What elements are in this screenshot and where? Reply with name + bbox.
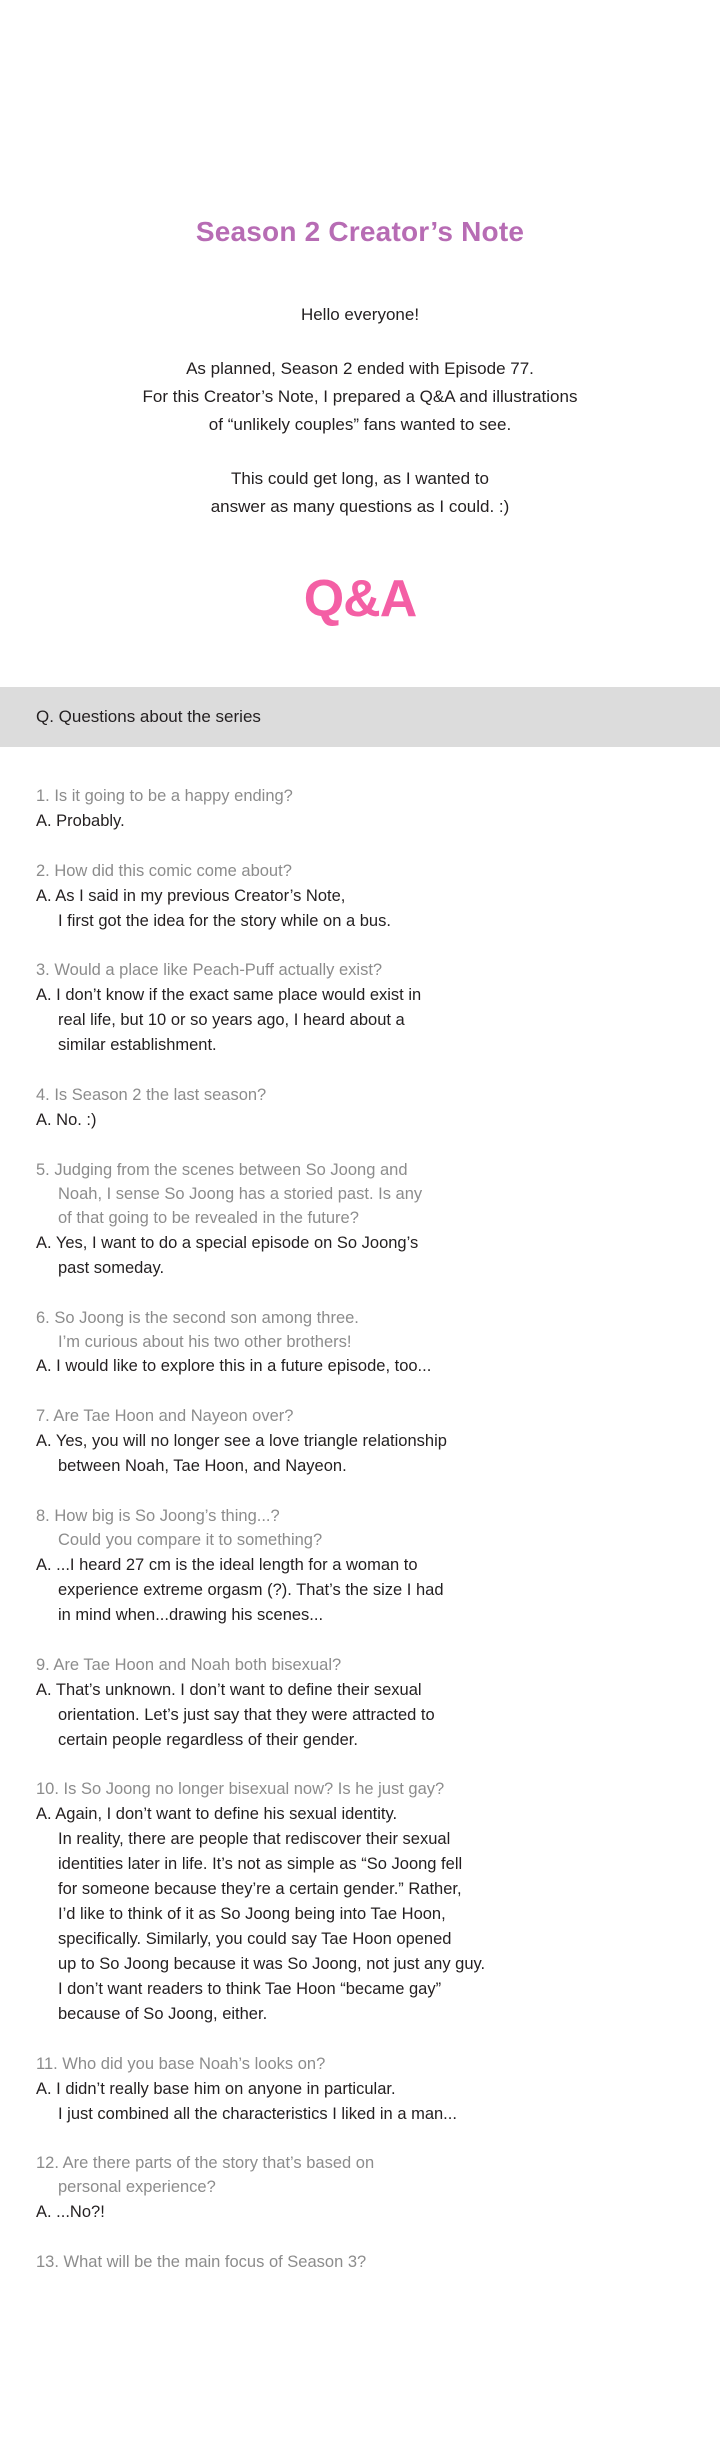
qa-answer-continuation: I just combined all the characteristics I liked in a man...: [58, 2104, 457, 2123]
qa-answer-line: A. I don’t know if the exact same place would exist in: [36, 986, 422, 1005]
qa-answer-line: [36, 1704, 690, 1728]
qa-answer-line: A. As I said in my previous Creator’s Note,: [36, 886, 346, 905]
qa-item: [30, 2053, 690, 2127]
qa-answer-line: A. Yes, I want to do a special episode on So Joong’s: [36, 1233, 419, 1252]
qa-answer-line: [36, 2003, 690, 2027]
qa-answer-continuation: experience extreme orgasm (?). That’s the size I had: [58, 1580, 444, 1599]
qa-item: [30, 1307, 690, 1380]
qa-answer-line: [36, 1953, 690, 1977]
qa-answer-continuation: I first got the idea for the story while on a bus.: [58, 911, 391, 930]
qa-item: [30, 860, 690, 934]
qa-answer-line: [36, 1009, 690, 1033]
qa-answer-continuation: similar establishment.: [58, 1036, 217, 1055]
qa-answer-line: [36, 1878, 690, 1902]
qa-question-line: 2. How did this comic come about?: [36, 861, 292, 880]
qa-answer-continuation: certain people regardless of their gender.: [58, 1730, 358, 1749]
qa-answer-line: A. I would like to explore this in a future episode, too...: [36, 1357, 432, 1376]
qa-answer-continuation: for someone because they’re a certain gender.” Rather,: [58, 1880, 462, 1899]
qa-answer-line: A. Probably.: [36, 811, 125, 830]
qa-item: [30, 1405, 690, 1479]
qa-answer-line: [36, 1257, 690, 1281]
qa-answer-line: [36, 1604, 690, 1628]
intro-paragraph-3: This could get long, as I wanted to answer as many questions as I could. :): [210, 468, 510, 516]
qa-question-continuation: I’m curious about his two other brothers!: [58, 1332, 352, 1351]
intro-block: [30, 301, 690, 521]
qa-question-line: [36, 1529, 690, 1553]
qa-item: [30, 785, 690, 834]
qa-question-continuation: of that going to be revealed in the future?: [58, 1208, 359, 1227]
intro-paragraph-2: As planned, Season 2 ended with Episode 77. For this Creator’s Note, I prepared a Q&A and illustrations of “unlikely couples” fans wanted to see.: [142, 358, 578, 434]
qa-answer-continuation: in mind when...drawing his scenes...: [58, 1605, 324, 1624]
qa-question-line: 9. Are Tae Hoon and Noah both bisexual?: [36, 1655, 342, 1674]
qa-item: [30, 2251, 690, 2275]
qa-answer-continuation: up to So Joong because it was So Joong, not just any guy.: [58, 1954, 486, 1973]
qa-question-line: 5. Judging from the scenes between So Joong and: [36, 1161, 408, 1180]
qa-answer-continuation: identities later in life. It’s not as simple as “So Joong fell: [58, 1855, 463, 1874]
qa-question-line: [36, 1183, 690, 1207]
qa-question-continuation: personal experience?: [58, 2178, 216, 2197]
qa-question-line: 13. What will be the main focus of Season 3?: [36, 2253, 367, 2272]
qa-item: [30, 1505, 690, 1628]
qa-answer-continuation: because of So Joong, either.: [58, 2004, 268, 2023]
qa-question-line: 8. How big is So Joong’s thing...?: [36, 1507, 280, 1526]
qa-question-line: 6. So Joong is the second son among three.: [36, 1308, 359, 1327]
qa-answer-continuation: I don’t want readers to think Tae Hoon “became gay”: [58, 1979, 442, 1998]
qa-answer-line: [36, 1978, 690, 2002]
qa-answer-line: [36, 1729, 690, 1753]
qa-item: [30, 1159, 690, 1281]
qa-answer-line: [36, 1853, 690, 1877]
page-title: Season 2 Creator’s Note: [195, 216, 525, 247]
qa-answer-continuation: real life, but 10 or so years ago, I heard about a: [58, 1011, 405, 1030]
qa-answer-line: [36, 2103, 690, 2127]
qa-answer-line: [36, 1928, 690, 1952]
qa-answer-line: A. Yes, you will no longer see a love triangle relationship: [36, 1432, 447, 1451]
qa-answer-line: [36, 1034, 690, 1058]
qa-question-line: 10. Is So Joong no longer bisexual now? Is he just gay?: [36, 1780, 445, 1799]
qa-item: [30, 2152, 690, 2225]
qa-list: [30, 785, 690, 2341]
qa-answer-continuation: specifically. Similarly, you could say Tae Hoon opened: [58, 1929, 452, 1948]
qa-answer-line: [36, 1455, 690, 1479]
qa-answer-line: [36, 1579, 690, 1603]
header-section: [30, 0, 690, 629]
qa-question-line: [36, 1207, 690, 1231]
qa-answer-line: A. ...I heard 27 cm is the ideal length for a woman to: [36, 1556, 418, 1574]
qa-answer-line: A. That’s unknown. I don’t want to define their sexual: [36, 1680, 422, 1699]
qa-question-line: 12. Are there parts of the story that’s based on: [36, 2154, 375, 2173]
qa-question-continuation: Noah, I sense So Joong has a storied past. Is any: [58, 1184, 423, 1203]
qa-question-line: 3. Would a place like Peach-Puff actually exist?: [36, 961, 383, 980]
section-header-bar: [0, 687, 720, 747]
qa-answer-line: A. I didn’t really base him on anyone in particular.: [36, 2079, 396, 2098]
qa-question-line: 11. Who did you base Noah’s looks on?: [36, 2054, 326, 2073]
qa-answer-line: A. Again, I don’t want to define his sexual identity.: [36, 1805, 398, 1824]
qa-answer-continuation: between Noah, Tae Hoon, and Nayeon.: [58, 1457, 347, 1476]
qa-answer-continuation: In reality, there are people that rediscover their sexual: [58, 1830, 451, 1849]
qa-answer-line: A. ...No?!: [36, 2203, 105, 2222]
qa-answer-line: [36, 910, 690, 934]
qa-question-line: 7. Are Tae Hoon and Nayeon over?: [36, 1407, 294, 1426]
qa-item: [30, 1778, 690, 2026]
qa-question-continuation: Could you compare it to something?: [58, 1531, 323, 1550]
qa-item: [30, 1084, 690, 1133]
intro-paragraph-1: Hello everyone!: [300, 304, 420, 324]
qa-question-line: [36, 2176, 690, 2200]
qa-answer-line: [36, 1903, 690, 1927]
qa-answer-continuation: orientation. Let’s just say that they were attracted to: [58, 1705, 435, 1724]
qa-item: [30, 1654, 690, 1753]
qa-question-line: 4. Is Season 2 the last season?: [36, 1086, 267, 1105]
qa-question-line: 1. Is it going to be a happy ending?: [36, 786, 293, 805]
section-header-label: Q. Questions about the series: [36, 706, 261, 726]
qa-answer-line: [36, 1828, 690, 1852]
qa-answer-continuation: I’d like to think of it as So Joong being into Tae Hoon,: [58, 1905, 446, 1924]
qa-logo: Q&A: [303, 569, 417, 628]
qa-answer-line: A. No. :): [36, 1111, 97, 1130]
qa-item: [30, 959, 690, 1058]
qa-question-line: [36, 1331, 690, 1355]
qa-answer-continuation: past someday.: [58, 1258, 165, 1277]
